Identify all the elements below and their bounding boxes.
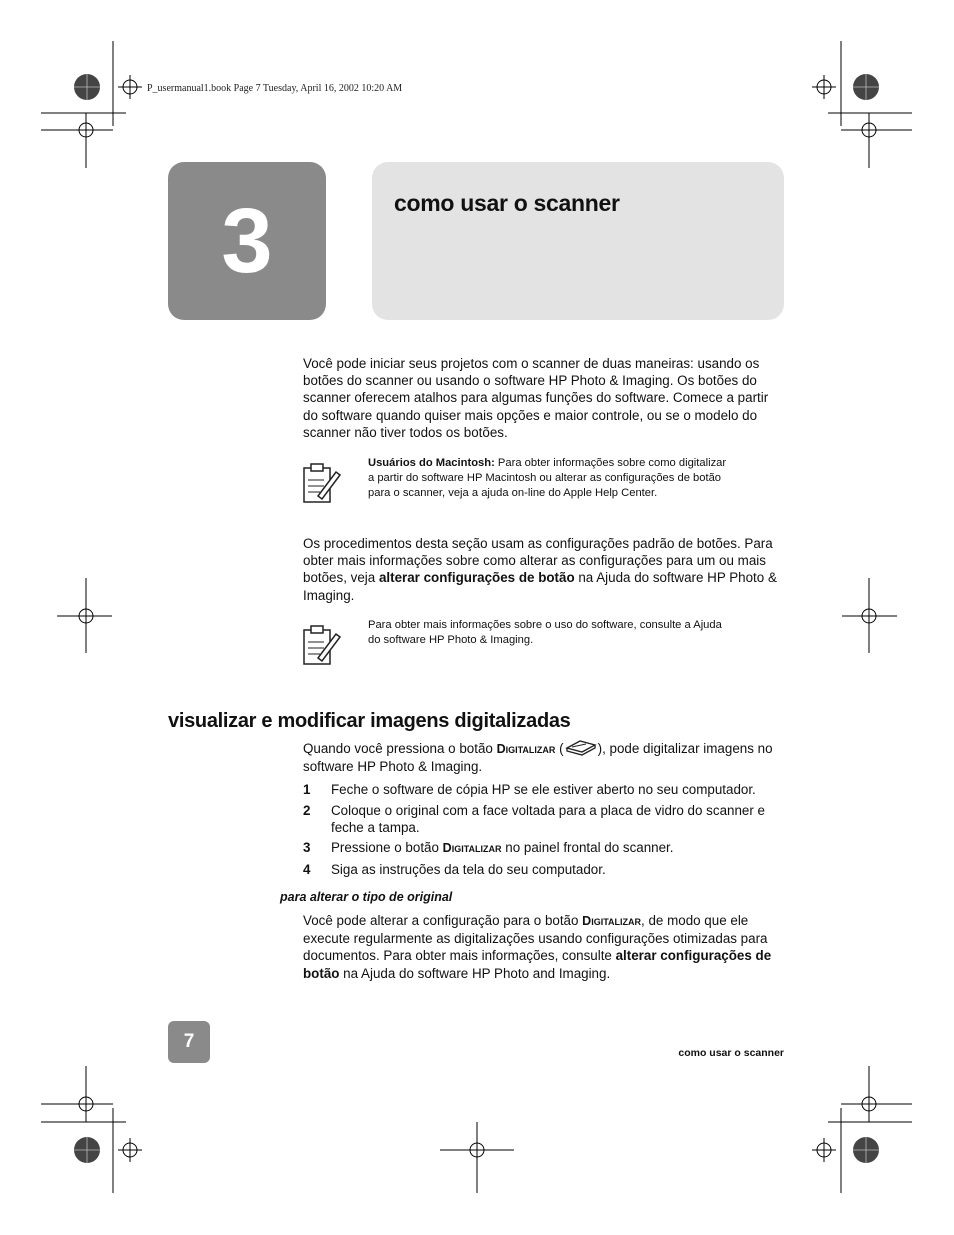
note-icon <box>302 462 342 506</box>
link-alterar-configuracoes: alterar configurações de botão <box>303 948 772 981</box>
text: Quando você pressiona o botão <box>303 741 497 756</box>
step-text: Feche o software de cópia HP se ele estiver aberto no seu computador. <box>331 782 756 797</box>
step-text: Pressione o botão <box>331 840 443 856</box>
chapter-title: como usar o scanner <box>394 190 620 216</box>
text: ( <box>555 741 564 756</box>
step-text: Coloque o original com a face voltada para a placa de vidro do scanner e feche a tampa. <box>331 802 765 835</box>
list-item <box>303 802 785 836</box>
print-header: P_usermanual1.book Page 7 Tuesday, April 16, 2002 10:20 AM <box>147 83 403 94</box>
page-number: 7 <box>168 1021 210 1063</box>
text: , de modo que ele execute regularmente as digitalizações usando configurações otimizadas para documentos. Para obter mais informações, consulte <box>303 913 768 964</box>
step-text: Siga as instruções da tela do seu computador. <box>331 861 606 877</box>
chapter-number: 3 <box>168 162 326 320</box>
note-label: Usuários do Macintosh: <box>368 457 495 469</box>
section-heading: visualizar e modificar imagens digitalizadas <box>168 710 571 732</box>
note-macintosh <box>368 456 728 502</box>
button-name: Digitalizar <box>442 841 502 856</box>
section-paragraph <box>303 912 785 982</box>
step-number: 1 <box>303 782 311 797</box>
list-item <box>303 839 785 857</box>
running-footer: como usar o scanner <box>678 1047 784 1059</box>
scanner-icon <box>564 739 598 757</box>
button-name: Digitalizar <box>582 914 642 928</box>
chapter-title-box <box>372 162 784 320</box>
note-icon <box>302 624 342 668</box>
list-item <box>303 861 785 878</box>
subheading: para alterar o tipo de original <box>280 890 453 904</box>
section-intro <box>303 739 785 775</box>
step-number: 2 <box>303 802 311 818</box>
text: na Ajuda do software HP Photo and Imaging. <box>339 965 611 981</box>
text: Você pode alterar a configuração para o botão <box>303 913 583 928</box>
text: na Ajuda do software HP Photo & Imaging. <box>303 570 777 603</box>
steps-list <box>303 781 785 882</box>
intro-paragraph: Você pode iniciar seus projetos com o scanner de duas maneiras: usando os botões do scanner ou usando o software HP Photo & Imaging. Os botões do scanner oferecem atalhos para algumas funções do software. Comece a partir do software quando quiser mais opções e maior controle, ou se o modelo do scanner não tiver todos os botões. <box>303 356 769 440</box>
step-number: 3 <box>303 840 311 856</box>
step-number: 4 <box>303 861 311 877</box>
text: Os procedimentos desta seção usam as configurações padrão de botões. Para obter mais informações sobre como alterar as configurações para um ou mais botões, veja <box>303 536 773 586</box>
text: ), pode digitalizar imagens no software HP Photo & Imaging. <box>303 741 773 775</box>
procedure-paragraph <box>303 535 783 604</box>
step-text: no painel frontal do scanner. <box>501 840 674 856</box>
note-software: Para obter mais informações sobre o uso do software, consulte a Ajuda do software HP Photo & Imaging. <box>368 619 722 647</box>
button-name: Digitalizar <box>496 742 556 756</box>
note-text: Para obter informações sobre como digitalizar a partir do software HP Macintosh ou alterar as configurações de botão para o scanner, veja a ajuda on-line do Apple Help Center. <box>368 457 727 500</box>
list-item <box>303 781 785 798</box>
link-alterar-configuracoes: alterar configurações de botão <box>378 570 575 586</box>
